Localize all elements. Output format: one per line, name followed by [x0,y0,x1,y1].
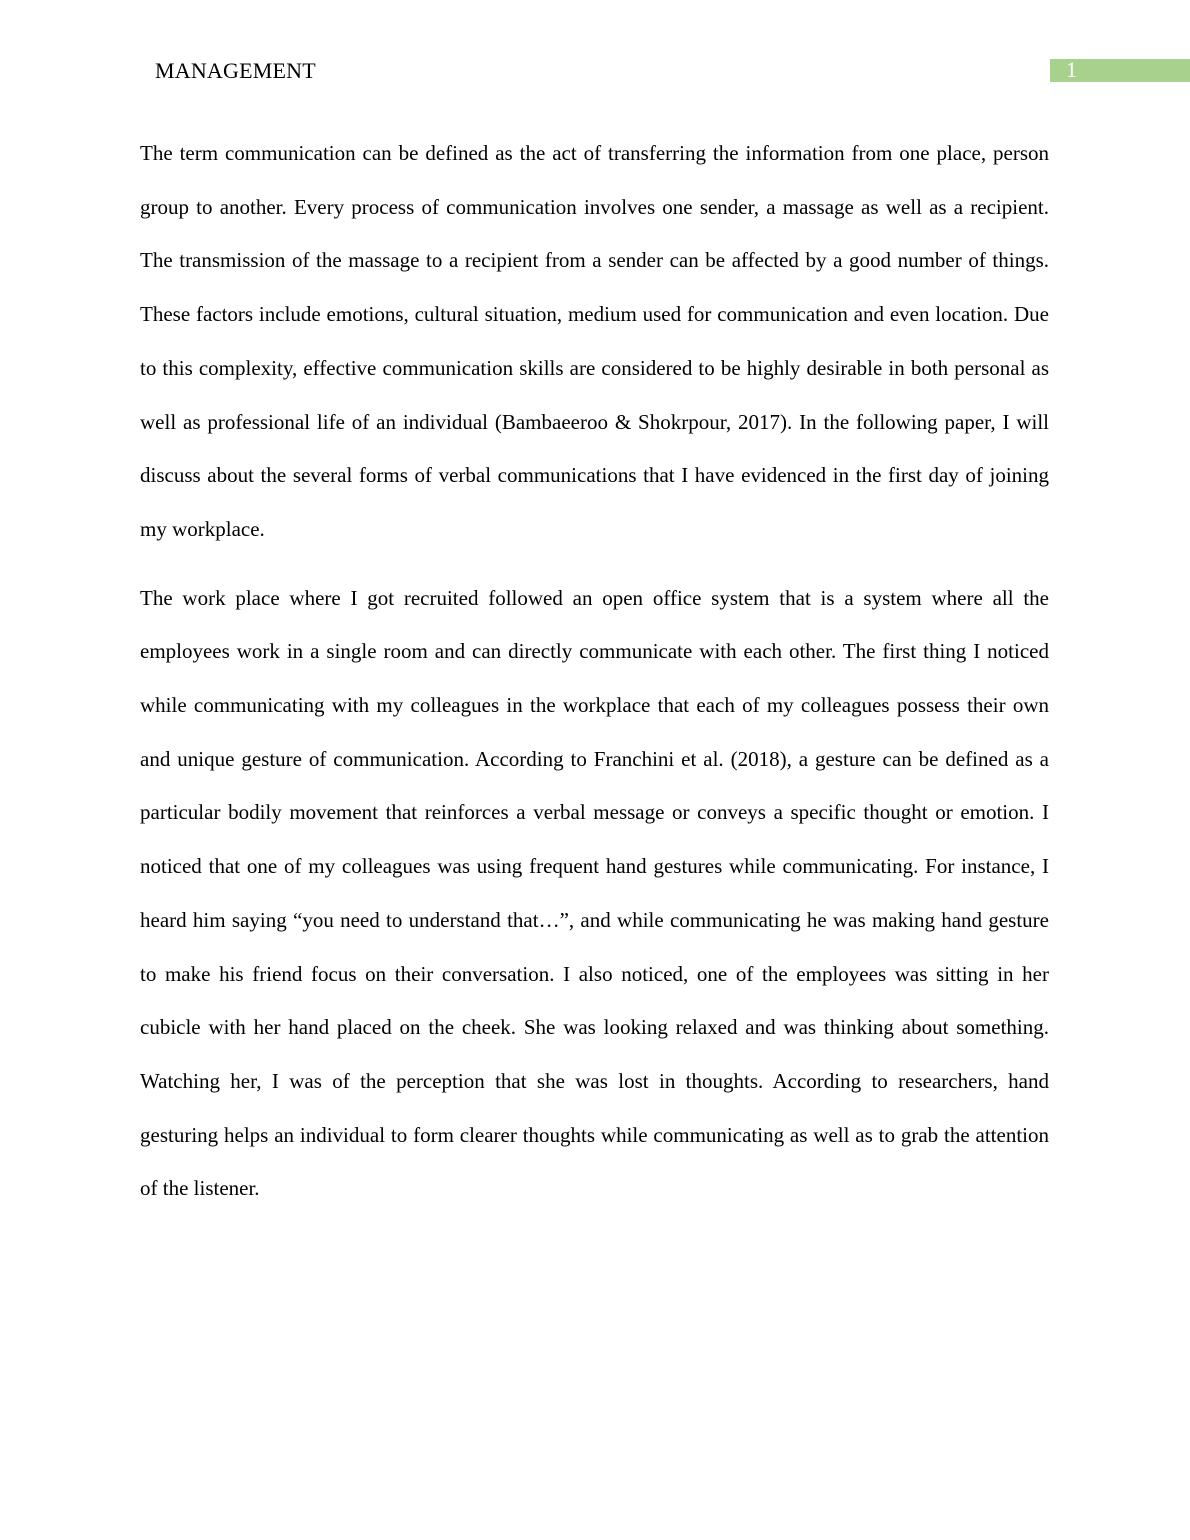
paragraph-communication-definition: The term communication can be defined as the act of transferring the information from one place, person group to another. Every process of communication involves one sender, a massage as well as a recipient. The transmission of the massage to a recipient from a sender can be affected by a good number of things. These factors include emotions, cultural situation, medium used for communication and even location. Due to this complexity, effective communication skills are considered to be highly desirable in both personal as well as professional life of an individual (Bambaeeroo & Shokrpour, 2017). In the following paper, I will discuss about the several forms of verbal communications that I have evidenced in the first day of joining my workplace. [140,141,1049,541]
paragraph-workplace-gestures: The work place where I got recruited followed an open office system that is a system where all the employees work in a single room and can directly communicate with each other. The first thing I noticed while communicating with my colleagues in the workplace that each of my colleagues possess their own and unique gesture of communication. According to Franchini et al. (2018), a gesture can be defined as a particular bodily movement that reinforces a verbal message or conveys a specific thought or emotion. I noticed that one of my colleagues was using frequent hand gestures while communicating. For instance, I heard him saying “you need to understand that…”, and while communicating he was making hand gesture to make his friend focus on their conversation. I also noticed, one of the employees was sitting in her cubicle with her hand placed on the cheek. She was looking relaxed and was thinking about something. Watching her, I was of the perception that she was lost in thoughts. According to researchers, hand gesturing helps an individual to form clearer thoughts while communicating as well as to grab the attention of the listener. [140,585,1049,1201]
page-number-bar [1050,59,1190,82]
page-number: 1 [1066,57,1077,82]
document-body [140,127,1049,1216]
running-header-title: MANAGEMENT [155,58,316,83]
